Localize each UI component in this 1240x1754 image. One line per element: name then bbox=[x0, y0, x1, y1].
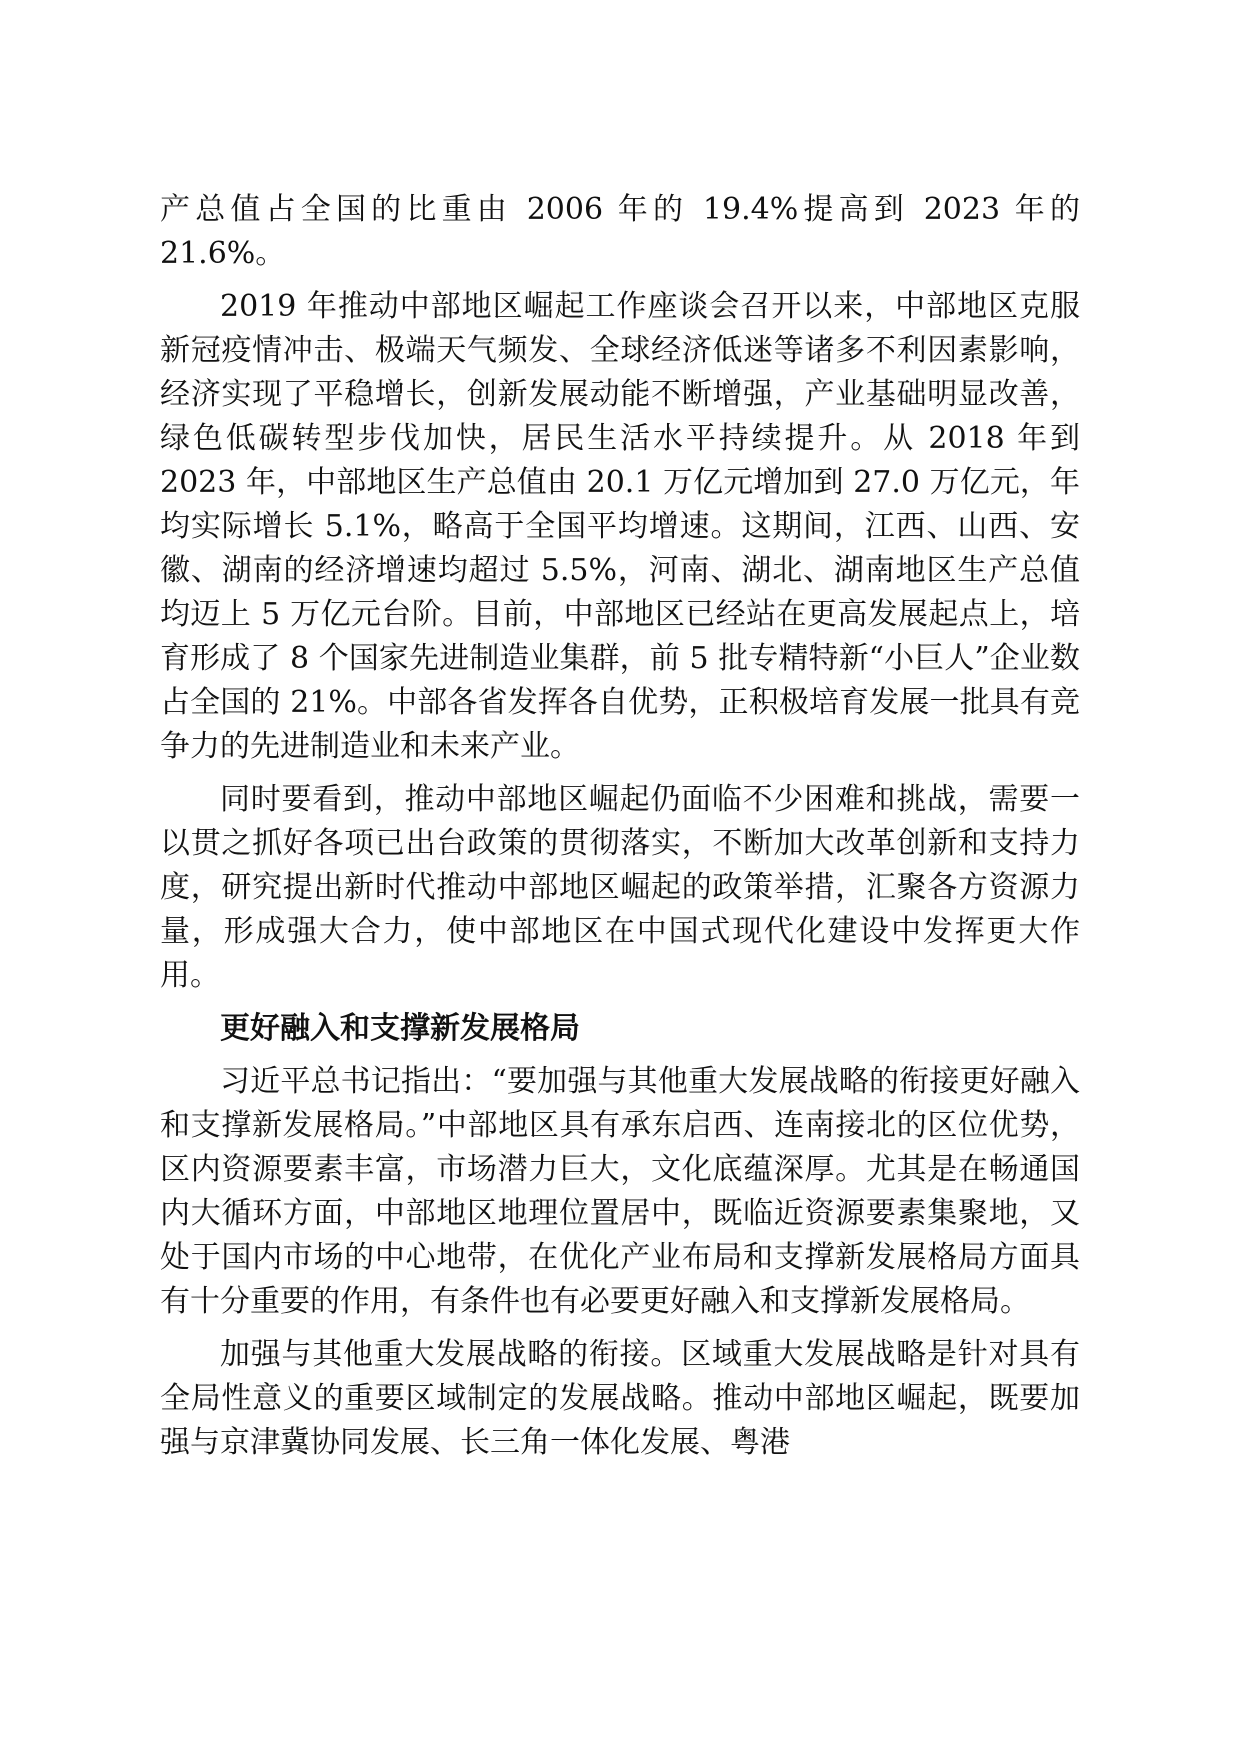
document-page bbox=[160, 188, 1080, 1474]
paragraph-2019-review: 2019 年推动中部地区崛起工作座谈会召开以来，中部地区克服新冠疫情冲击、极端天气频发、全球经济低迷等诸多不利因素影响，经济实现了平稳增长，创新发展动能不断增强，产业基础明显改善，绿色低碳转型步伐加快，居民生活水平持续提升。从 2018 年到 2023 年，中部地区生产总值由 20.1 万亿元增加到 27.0 万亿元，年均实际增长 5.1%，略高于全国平均增速。这期间，江西、山西、安徽、湖南的经济增速均超过 5.5%，河南、湖北、湖南地区生产总值均迈上 5 万亿元台阶。目前，中部地区已经站在更高发展起点上，培育形成了 8 个国家先进制造业集群，前 5 批专精特新“小巨人”企业数占全国的 21%。中部各省发挥各自优势，正积极培育发展一批具有竞争力的先进制造业和未来产业。 bbox=[160, 289, 1080, 764]
paragraph-challenges: 同时要看到，推动中部地区崛起仍面临不少困难和挑战，需要一以贯之抓好各项已出台政策的贯彻落实，不断加大改革创新和支持力度，研究提出新时代推动中部地区崛起的政策举措，汇聚各方资源力量，形成强大合力，使中部地区在中国式现代化建设中发挥更大作用。 bbox=[160, 782, 1080, 993]
section-heading: 更好融入和支撑新发展格局 bbox=[220, 1011, 580, 1046]
paragraph-strategy-linkage: 加强与其他重大发展战略的衔接。区域重大发展战略是针对具有全局性意义的重要区域制定的发展战略。推动中部地区崛起，既要加强与京津冀协同发展、长三角一体化发展、粤港 bbox=[160, 1337, 1080, 1460]
paragraph-xi-quote: 习近平总书记指出：“要加强与其他重大发展战略的衔接更好融入和支撑新发展格局。”中部地区具有承东启西、连南接北的区位优势，区内资源要素丰富，市场潜力巨大，文化底蕴深厚。尤其是在畅通国内大循环方面，中部地区地理位置居中，既临近资源要素集聚地，又处于国内市场的中心地带，在优化产业布局和支撑新发展格局方面具有十分重要的作用，有条件也有必要更好融入和支撑新发展格局。 bbox=[160, 1064, 1080, 1319]
paragraph-continuation: 产总值占全国的比重由 2006 年的 19.4%提高到 2023 年的 21.6%。 bbox=[160, 192, 1080, 271]
